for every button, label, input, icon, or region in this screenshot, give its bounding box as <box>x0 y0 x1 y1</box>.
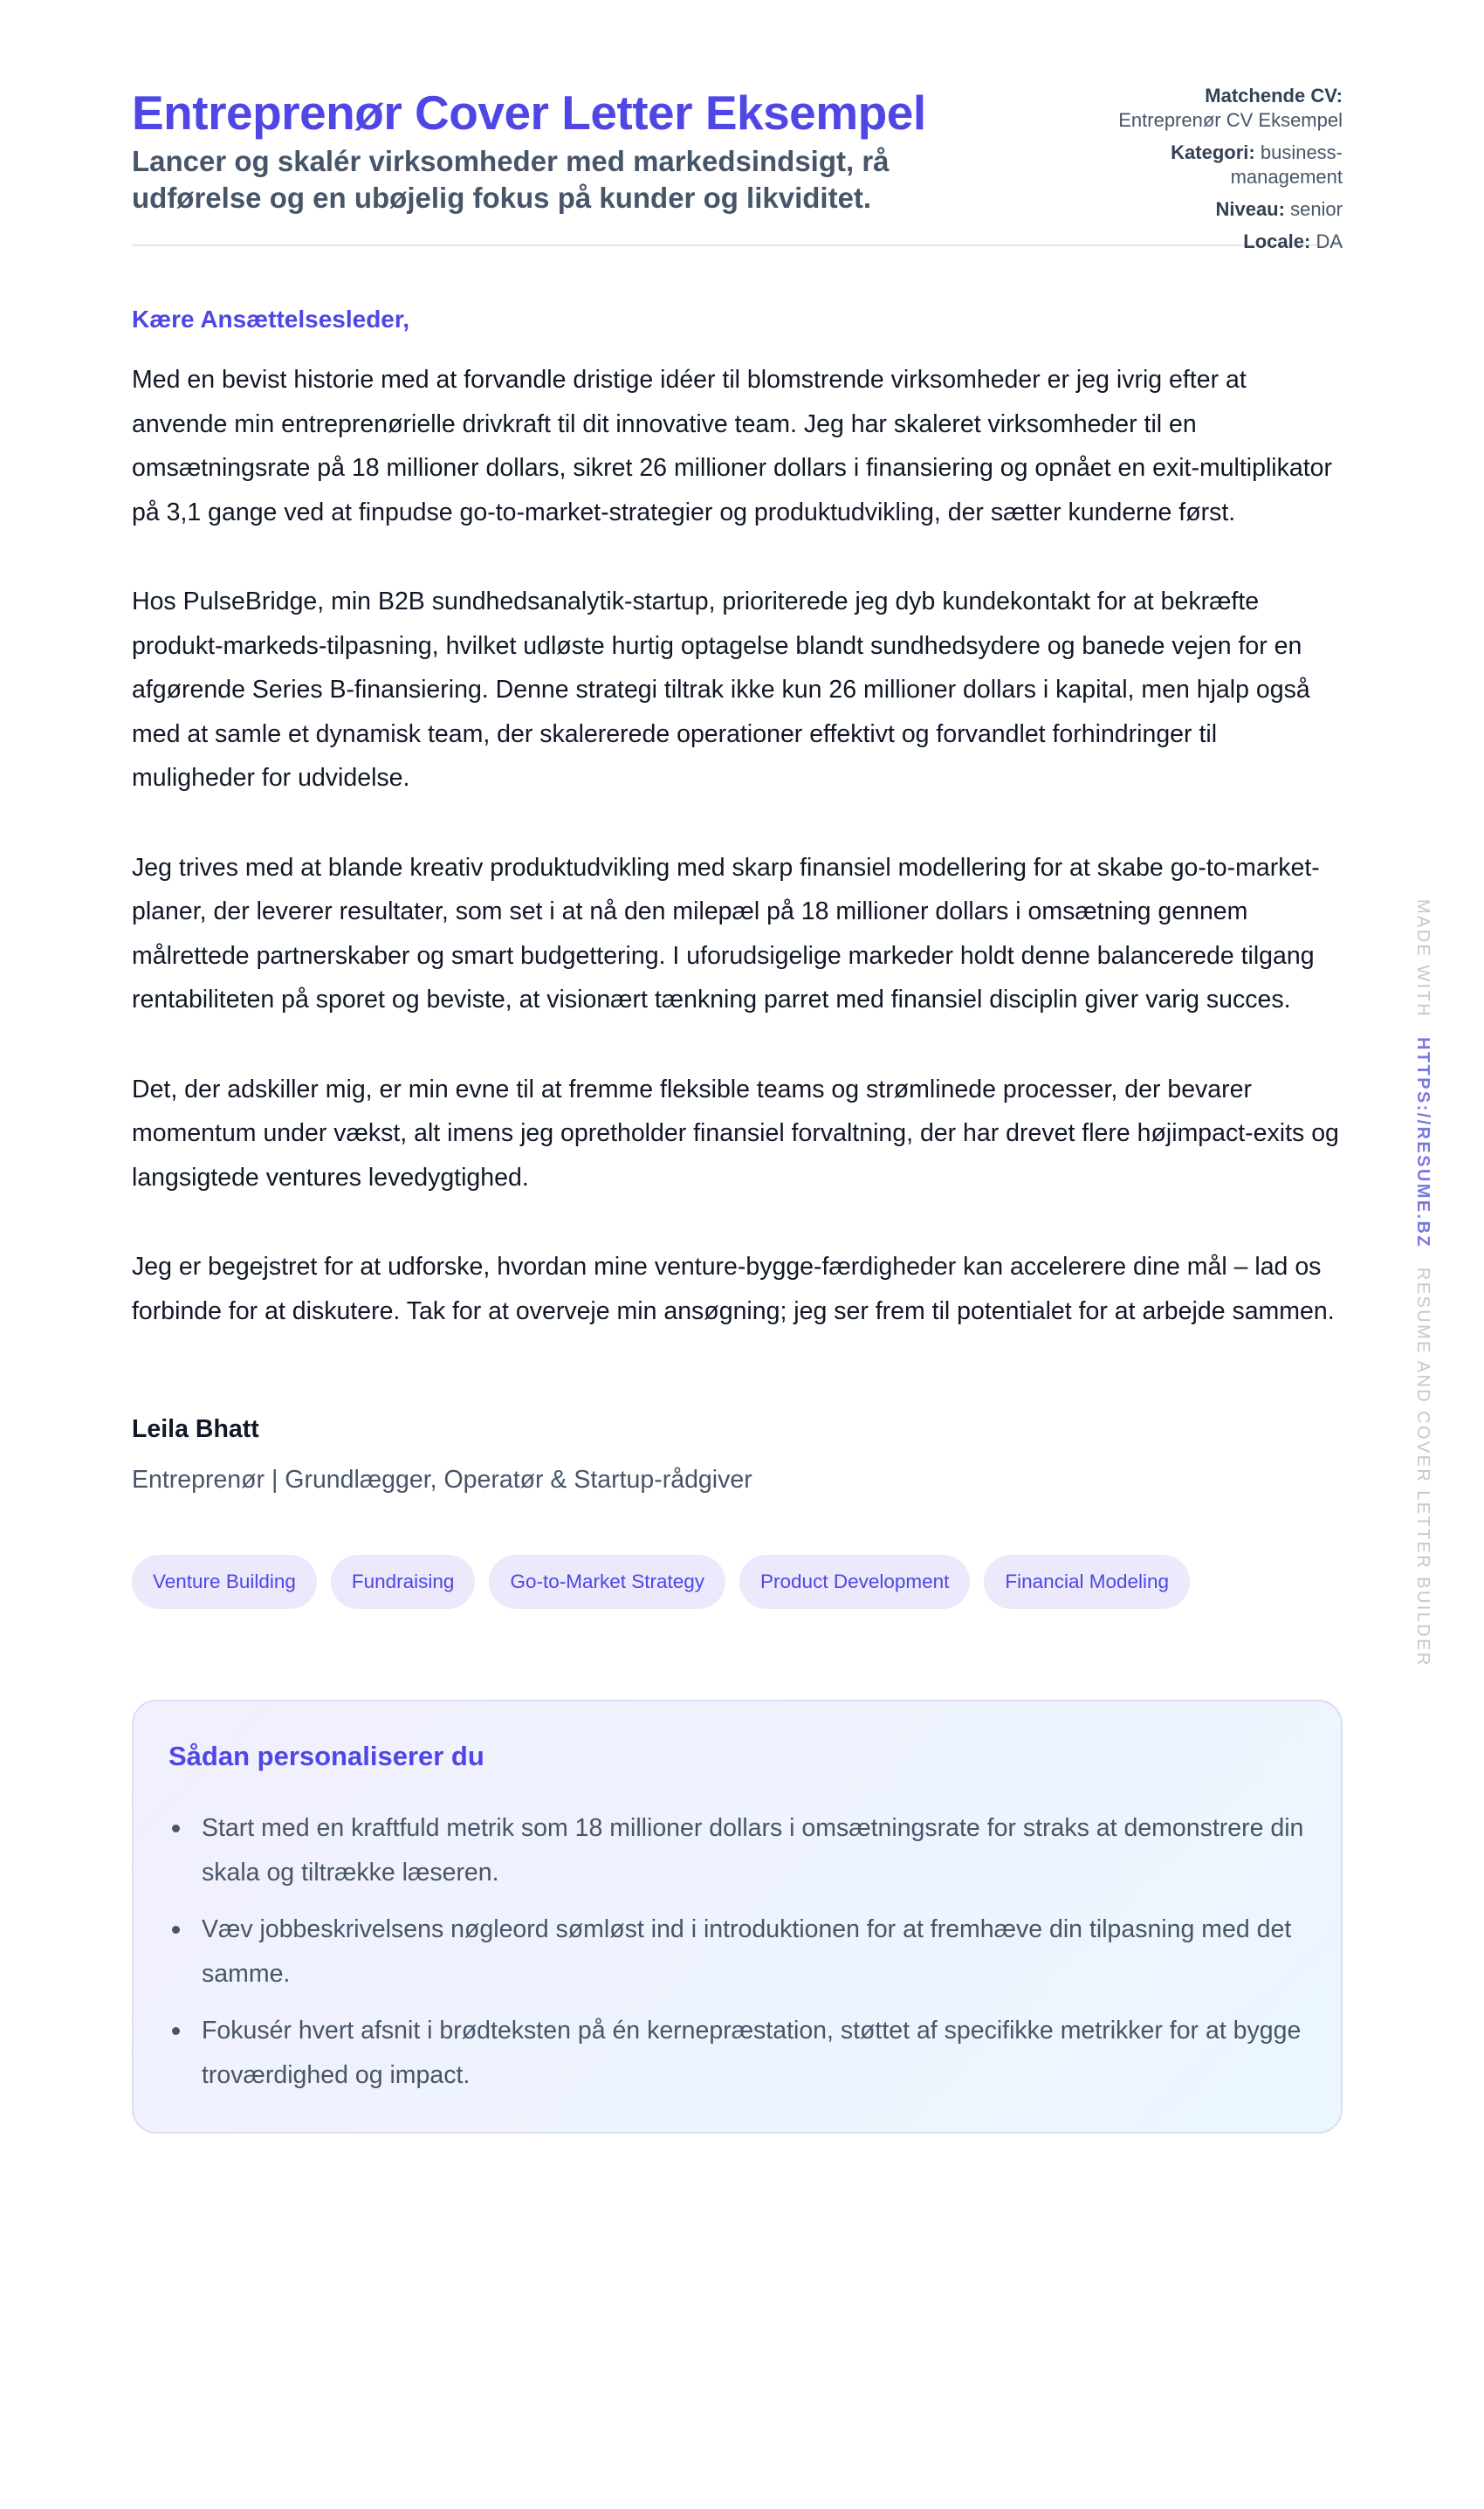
watermark-prefix: MADE WITH <box>1413 899 1432 1019</box>
letter-greeting: Kære Ansættelsesleder, <box>132 306 409 333</box>
meta-label: Niveau: <box>1215 198 1285 220</box>
watermark-link[interactable]: HTTPS://RESUME.BZ <box>1413 1037 1432 1248</box>
bullet-icon <box>172 1825 180 1832</box>
cover-letter-page <box>132 0 1343 2134</box>
letter-paragraph: Det, der adskiller mig, er min evne til at fremme fleksible teams og strømlinede processer, der bevarer momentum under vækst, alt imens jeg opretholder finansiel forvaltning, der har drevet flere højimpact-exits og langsigtede ventures levedygtighed. <box>132 1075 1339 1192</box>
meta-value: business-management <box>1230 141 1343 188</box>
meta-value: DA <box>1316 230 1343 252</box>
tip-item <box>202 1806 1306 1894</box>
meta-matching-cv <box>1116 84 1343 133</box>
letter-paragraph: Hos PulseBridge, min B2B sundhedsanalytik-startup, prioriterede jeg dyb kundekontakt for at bekræfte produkt-markeds-tilpasning, hvilket udløste hurtig optagelse blandt sundhedsydere og banede vejen for en afgørende Series B-finansiering. Denne strategi tiltrak ikke kun 26 millioner dollars i kapital, men hjalp også med at samle et dynamisk team, der skalererede operationer effektivt og forvandlet forhindringer til muligheder for udvidelse. <box>132 588 1310 792</box>
meta-panel <box>1116 84 1343 262</box>
meta-label: Locale: <box>1243 230 1311 252</box>
page-header <box>132 0 1343 252</box>
signature-block <box>132 1412 1343 1497</box>
watermark-suffix: RESUME AND COVER LETTER BUILDER <box>1413 1267 1432 1667</box>
skill-tag: Product Development <box>739 1555 970 1609</box>
tip-item <box>202 2009 1306 2097</box>
matching-cv-link[interactable]: Entreprenør CV Eksempel <box>1118 109 1343 131</box>
bullet-icon <box>172 2027 180 2035</box>
letter-paragraph: Jeg er begejstret for at udforske, hvordan mine venture-bygge-færdigheder kan accelerere dine mål – lad os forbinde for at diskutere. Tak for at overveje min ansøgning; jeg ser frem til potentialet for at arbejde sammen. <box>132 1253 1335 1325</box>
meta-category <box>1116 141 1343 189</box>
signature-name: Leila Bhatt <box>132 1415 259 1443</box>
meta-locale <box>1116 230 1343 254</box>
page-title: Entreprenør Cover Letter Eksempel <box>132 86 926 140</box>
skill-tag: Go-to-Market Strategy <box>489 1555 725 1609</box>
letter-paragraph: Jeg trives med at blande kreativ produktudvikling med skarp finansiel modellering for at skabe go-to-market-planer, der leverer resultater, som set i at nå den milepæl på 18 millioner dollars i omsætning gennem målrettede partnerskaber og smart budgettering. I uforudsigelige markeder holdt denne balancerede tilgang rentabiliteten på sporet og beviste, at visionært tænkning parret med finansiel disciplin giver varig succes. <box>132 853 1320 1014</box>
meta-value: senior <box>1290 198 1343 220</box>
tip-text: Fokusér hvert afsnit i brødteksten på én kernepræstation, støttet af specifikke metrikker for at bygge troværdighed og impact. <box>202 2017 1302 2089</box>
tip-text: Start med en kraftfuld metrik som 18 millioner dollars i omsætningsrate for straks at demonstrere din skala og tiltrække læseren. <box>202 1814 1304 1887</box>
bullet-icon <box>172 1926 180 1934</box>
skill-tags <box>132 1555 1343 1609</box>
meta-level <box>1116 197 1343 222</box>
signature-title: Entreprenør | Grundlægger, Operatør & Startup-rådgiver <box>132 1466 752 1494</box>
personalization-tips-card <box>132 1700 1343 2134</box>
tips-list <box>168 1806 1306 2097</box>
tip-text: Væv jobbeskrivelsens nøgleord sømløst ind i introduktionen for at fremhæve din tilpasning med det samme. <box>202 1915 1292 1988</box>
tip-item <box>202 1908 1306 1996</box>
page-subtitle: Lancer og skalér virksomheder med markedsindsigt, rå udførelse og en ubøjelig fokus på kunder og likviditet. <box>132 145 890 214</box>
tips-title: Sådan personaliserer du <box>168 1741 484 1771</box>
meta-label: Matchende CV: <box>1205 85 1343 107</box>
skill-tag: Financial Modeling <box>984 1555 1190 1609</box>
letter-paragraph: Med en bevist historie med at forvandle dristige idéer til blomstrende virksomheder er jeg ivrig efter at anvende min entreprenørielle drivkraft til dit innovative team. Jeg har skaleret virksomheder til en omsætningsrate på 18 millioner dollars, sikret 26 millioner dollars i finansiering og opnået en exit-multiplikator på 3,1 gange ved at finpudse go-to-market-strategier og produktudvikling, der sætter kunderne først. <box>132 366 1332 526</box>
skill-tag: Fundraising <box>331 1555 476 1609</box>
skill-tag: Venture Building <box>132 1555 317 1609</box>
meta-label: Kategori: <box>1171 141 1255 163</box>
made-with-watermark <box>1413 899 1432 1667</box>
letter-body <box>132 302 1343 1497</box>
